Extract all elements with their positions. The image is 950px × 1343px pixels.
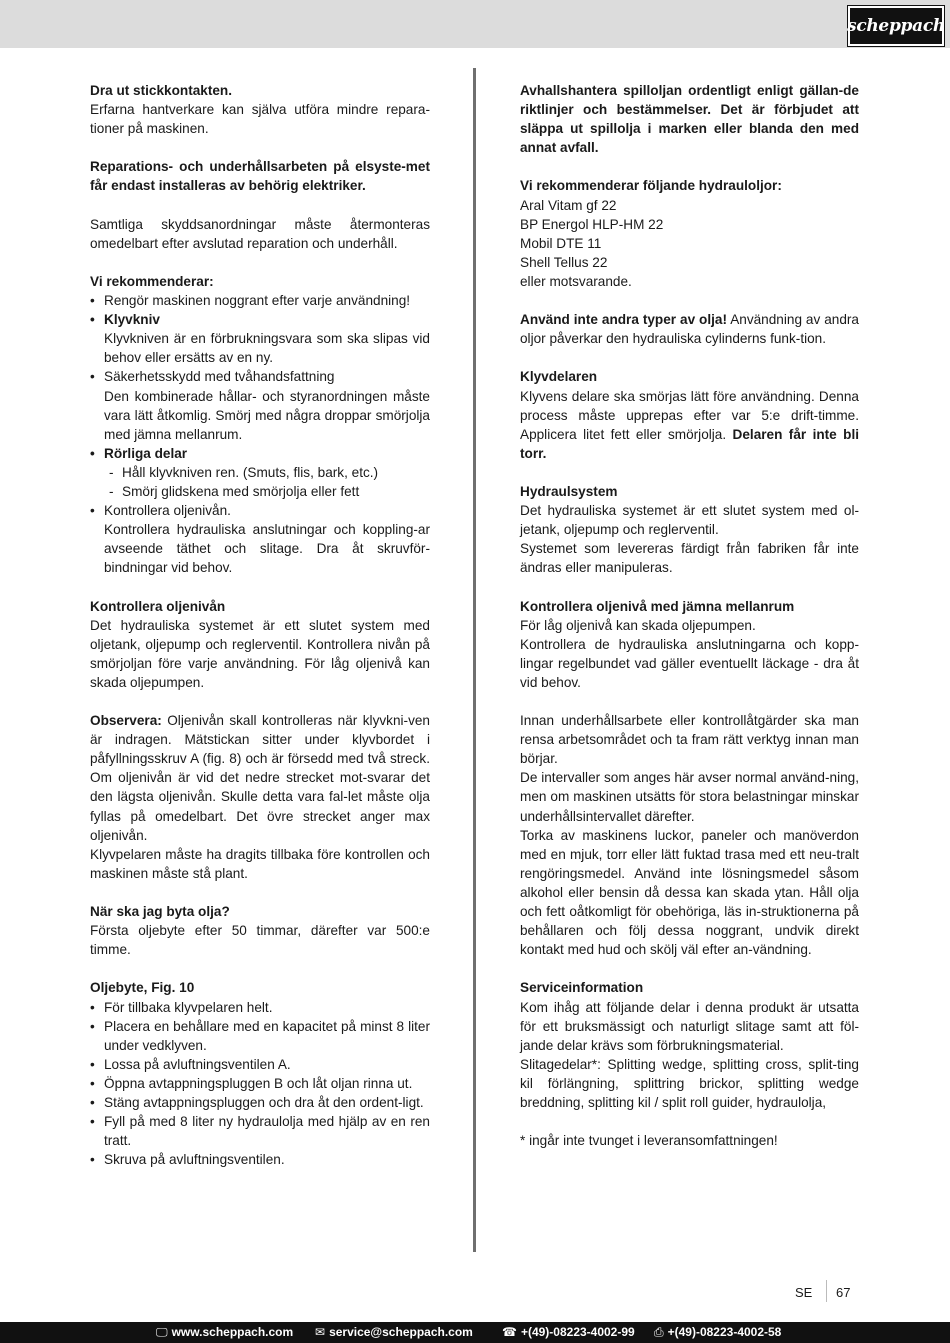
footer-fax-text: +(49)-08223-4002-58: [667, 1325, 782, 1339]
computer-icon: 🖵: [156, 1325, 168, 1339]
brand-logo[interactable]: [848, 6, 944, 46]
change-oil-text: Första oljebyte efter 50 timmar, därefter var 500:e timme.: [90, 923, 430, 958]
unplug-text: Erfarna hantverkare kan själva utföra mindre repara-tioner på maskinen.: [90, 102, 430, 137]
waste-oil-warning: Avhallshantera spilloljan ordentligt enligt gällan-de riktlinjer och bestämmelser. Det är förbjudet att släppa ut spillolja i marken eller blanda den med annat avfall.: [520, 83, 859, 156]
list-item: [90, 367, 430, 443]
check-oil-text-2: Kontrollera de hydrauliska anslutningarna och kopp-lingar regelbundet vad gäller eventuellt läckage - dra åt vid behov.: [520, 636, 859, 690]
other-oils-warning: Använd inte andra typer av olja!: [520, 312, 728, 328]
page-language: SE: [795, 1285, 813, 1300]
list-item: • Lossa på avluftningsventilen A.: [90, 1055, 430, 1074]
fax-icon: ⎙: [654, 1325, 664, 1339]
sub-list: [104, 463, 430, 501]
check-oil-heading: Kontrollera oljenivå med jämna mellanrum: [520, 598, 795, 614]
list-item-title: Klyvkniv: [104, 312, 160, 328]
unplug-heading: Dra ut stickkontakten.: [90, 83, 233, 98]
list-item: • Öppna avtappningspluggen B och låt oljan rinna ut.: [90, 1074, 430, 1093]
recommend-list: [90, 291, 430, 577]
list-item: • Placera en behållare med en kapacitet på minst 8 liter under vedklyven.: [90, 1017, 430, 1055]
list-item: • Fyll på med 8 liter ny hydraulolja med hjälp av en ren tratt.: [90, 1112, 430, 1150]
hydraulic-oils-heading: Vi rekommenderar följande hydrauloljor:: [520, 178, 782, 194]
service-heading: Serviceinformation: [520, 980, 644, 996]
list-item: eller motsvarande.: [520, 273, 632, 289]
list-item: Shell Tellus 22: [520, 254, 608, 270]
list-item: [90, 291, 430, 310]
list-item: BP Energol HLP-HM 22: [520, 216, 664, 232]
observe-text: Oljenivån skall kontrolleras när klyvkni-ven är indragen. Mätstickan sitter under klyvbordet i påfyllningsskruv A (fig. 8) och är försedd med två streck. Om oljenivån är vid det nedre strecket mot-svarar det den lägsta oljenivån. Skulle detta vara fal-let måste olja fyllas på omedelbart. Det övre strecket anger max oljenivån.: [90, 713, 430, 843]
sub-list-item: - Håll klyvkniven ren. (Smuts, flis, bark, etc.): [104, 463, 430, 482]
service-text: Kom ihåg att följande delar i denna produkt är utsatta för ett bruksmässigt och naturligt slitage samt att föl-jande delar krävs som förbrukningsmaterial.: [520, 999, 859, 1053]
list-item-title: Rörliga delar: [104, 445, 188, 461]
observe-text-2: Klyvpelaren måste ha dragits tillbaka före kontrollen och maskinen måste stå plant.: [90, 846, 430, 881]
hydraulic-oils-list: [520, 196, 859, 291]
footer-fax[interactable]: [654, 1325, 781, 1340]
list-item: [90, 310, 430, 367]
list-item-text: Kontrollera hydrauliska anslutningar och koppling-ar avseende täthet och slitage. Dra åt skruvför-bindningar vid behov.: [104, 522, 430, 576]
sub-list-item: - Smörj glidskena med smörjolja eller fett: [104, 482, 430, 501]
right-column: [520, 81, 859, 1150]
list-item: Aral Vitam gf 22: [520, 197, 617, 213]
change-oil-heading: När ska jag byta olja?: [90, 904, 230, 920]
splitter-paragraph: [520, 387, 859, 463]
page-number-separator: [826, 1280, 827, 1302]
footer-phone[interactable]: [502, 1325, 635, 1340]
list-item: [90, 444, 430, 501]
list-item: • För tillbaka klyvpelaren helt.: [90, 998, 430, 1017]
splitter-text: Klyvens delare ska smörjas lätt före användning. Denna process måste upprepas efter var 5:e drift-timme. Applicera litet fett eller smörjolja.: [520, 388, 859, 442]
hydraulic-system-text: Det hydrauliska systemet är ett slutet system med ol-jetank, oljepump och reglerventil.: [520, 503, 859, 538]
phone-icon: ☎: [502, 1325, 517, 1339]
oil-level-heading: Kontrollera oljenivån: [90, 598, 226, 614]
list-item-text: Den kombinerade hållar- och styranordningen måste vara lätt åtkomlig. Smörj med några droppar smörjolja med jämna mellanrum.: [104, 388, 430, 442]
guards-text: Samtliga skyddsanordningar måste återmonteras omedelbart efter avslutad reparation och underhåll.: [90, 216, 430, 251]
other-oils-text: Användning av andra oljor påverkar den hydrauliska cylinderns funk-tion.: [520, 312, 859, 347]
footer-bar: [0, 1322, 950, 1343]
maintenance-text-2: De intervaller som anges här avser normal använd-ning, men om maskinen utsätts för stora belastningar minskar underhållsintervallet därefter.: [520, 770, 859, 824]
list-item-text: Rengör maskinen noggrant efter varje användning!: [104, 293, 411, 309]
hydraulic-system-heading: Hydraulsystem: [520, 483, 618, 499]
column-divider: [473, 68, 476, 1252]
oil-change-heading: Oljebyte, Fig. 10: [90, 980, 195, 996]
left-column: [90, 81, 430, 1169]
list-item: • Stäng avtappningspluggen och dra åt den ordent-ligt.: [90, 1093, 430, 1112]
maintenance-text: Innan underhållsarbete eller kontrollåtgärder ska man rensa arbetsområdet och ta fram rätt verktyg innan man börjar.: [520, 713, 859, 767]
footer-phone-text: +(49)-08223-4002-99: [520, 1325, 635, 1339]
footer-email-text: service@scheppach.com: [329, 1325, 473, 1339]
service-text-2: Slitagedelar*: Splitting wedge, splitting cross, split-ting kil förlängning, splittring brickor, splitting wedge breddning, splitting kil / split roll guider, hydraulolja,: [520, 1056, 859, 1110]
splitter-warning: Delaren får inte bli torr.: [520, 426, 859, 461]
list-item-text: Klyvkniven är en förbrukningsvara som ska slipas vid behov eller ersätts av en ny.: [104, 331, 430, 366]
oil-change-list: [90, 998, 430, 1170]
hydraulic-system-text-2: Systemet som levereras färdigt från fabriken får inte ändras eller manipuleras.: [520, 541, 859, 576]
footer-web[interactable]: [156, 1325, 293, 1340]
page-number: 67: [836, 1285, 851, 1300]
mail-icon: ✉: [315, 1325, 326, 1339]
oil-level-text: Det hydrauliska systemet är ett slutet system med oljetank, oljepump och reglerventil. Kontrollera nivån på smörjoljan före varje användning. För låg oljenivå kan skada oljepumpen.: [90, 617, 430, 690]
observe-label: Observera:: [90, 713, 162, 729]
brand-logo-text: scheppach: [847, 16, 945, 36]
footer-email[interactable]: [315, 1325, 473, 1340]
list-item-title: Kontrollera oljenivån.: [104, 503, 231, 519]
check-oil-text: För låg oljenivå kan skada oljepumpen.: [520, 617, 756, 633]
other-oils-paragraph: [520, 310, 859, 348]
header-bar: [0, 0, 950, 48]
list-item: Mobil DTE 11: [520, 235, 602, 251]
list-item-title: Säkerhetsskydd med tvåhandsfattning: [104, 369, 335, 385]
maintenance-text-3: Torka av maskinens luckor, paneler och manöverdon med en mjuk, torr eller lätt fuktad trasa med ett neu-tralt rengöringsmedel. Använd inte lösningsmedel såsom alkohol eller bensin då dessa kan skada ytan. Håll olja och fett oåtkomligt för obehöriga, läs in-struktionerna på behållaren och följ dessa noggrant, undvik direkt kontakt med hud och skölj väl efter an-vändning.: [520, 827, 859, 958]
list-item: • Skruva på avluftningsventilen.: [90, 1150, 430, 1169]
splitter-heading: Klyvdelaren: [520, 369, 598, 385]
recommend-heading: Vi rekommenderar:: [90, 273, 214, 289]
footer-web-text: www.scheppach.com: [171, 1325, 294, 1339]
observe-paragraph: [90, 711, 430, 845]
electrician-warning: Reparations- och underhållsarbeten på elsyste-met får endast installeras av behörig elektriker.: [90, 159, 430, 194]
service-note: * ingår inte tvunget i leveransomfattningen!: [520, 1133, 778, 1149]
list-item: [90, 501, 430, 577]
